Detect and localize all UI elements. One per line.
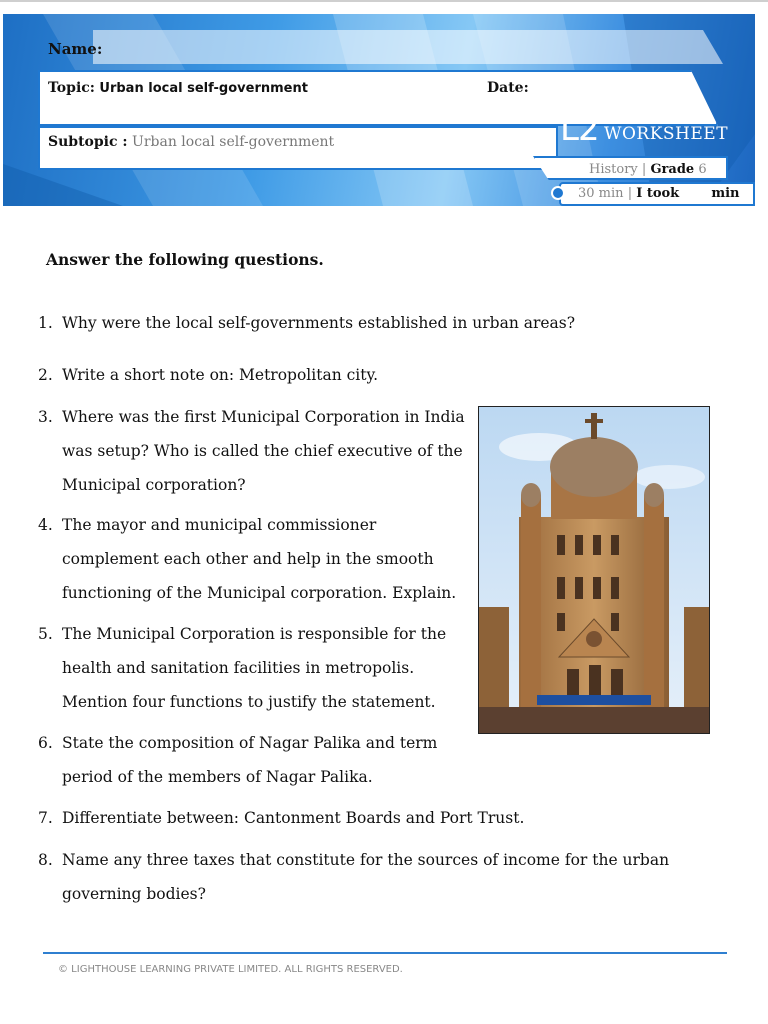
subtopic-value: Urban local self-government [132,134,335,150]
separator: | [627,186,633,201]
question-item [38,801,738,835]
question-item [38,726,738,794]
top-rule [0,0,768,2]
topic-value: Urban local self-government [99,81,308,96]
footer-rule [43,952,727,954]
question-number: 2. [38,366,53,384]
question-text: Where was the first Municipal Corporation in India [62,408,465,426]
question-text: was setup? Who is called the chief executive of the [62,442,463,460]
time-line [578,186,739,201]
question-item [38,843,738,911]
question-text: Why were the local self-governments established in urban areas? [62,314,576,332]
grade-label: Grade [650,162,695,177]
subtopic-line [48,134,334,150]
building-illustration [479,407,710,734]
date-label: Date: [487,80,529,96]
question-number: 8. [38,851,53,869]
copyright-footer: © LIGHTHOUSE LEARNING PRIVATE LIMITED. ALL RIGHTS RESERVED. [58,964,403,975]
question-text: Name any three taxes that constitute for the sources of income for the urban [62,851,670,869]
i-took-label: I took [636,186,680,201]
question-item [38,306,738,340]
worksheet-header-banner [3,14,755,206]
topic-line [48,80,308,96]
subtopic-label: Subtopic : [48,134,128,150]
question-text: Write a short note on: Metropolitan city. [62,366,379,384]
question-number: 1. [38,314,53,332]
worksheet-label: WORKSHEET [604,124,729,144]
question-number: 5. [38,625,53,643]
question-text: functioning of the Municipal corporation. Explain. [62,584,457,602]
question-text: health and sanitation facilities in metropolis. [62,659,415,677]
question-number: 3. [38,408,53,426]
separator: | [641,162,647,177]
subject: History [589,162,638,177]
clock-icon [551,186,565,200]
question-text: complement each other and help in the smooth [62,550,434,568]
instructions: Answer the following questions. [46,250,324,269]
min-label: min [711,186,740,201]
question-number: 7. [38,809,53,827]
question-text: The Municipal Corporation is responsible for the [62,625,447,643]
subject-grade [589,162,707,177]
question-text: Mention four functions to justify the statement. [62,693,436,711]
topic-box [38,70,718,126]
question-text: Municipal corporation? [62,476,246,494]
question-number: 6. [38,734,53,752]
topic-label: Topic: [48,80,95,96]
question-item [38,358,738,392]
municipal-building-photo [478,406,710,734]
level-badge: L2 [560,109,599,149]
question-text: period of the members of Nagar Palika. [62,768,373,786]
question-text: governing bodies? [62,885,206,903]
question-text: The mayor and municipal commissioner [62,516,377,534]
question-text: Differentiate between: Cantonment Boards and Port Trust. [62,809,525,827]
time-allotted: 30 min [578,186,624,201]
name-label: Name: [48,40,103,58]
question-text: State the composition of Nagar Palika and term [62,734,438,752]
question-number: 4. [38,516,53,534]
grade-value: 6 [698,162,707,177]
